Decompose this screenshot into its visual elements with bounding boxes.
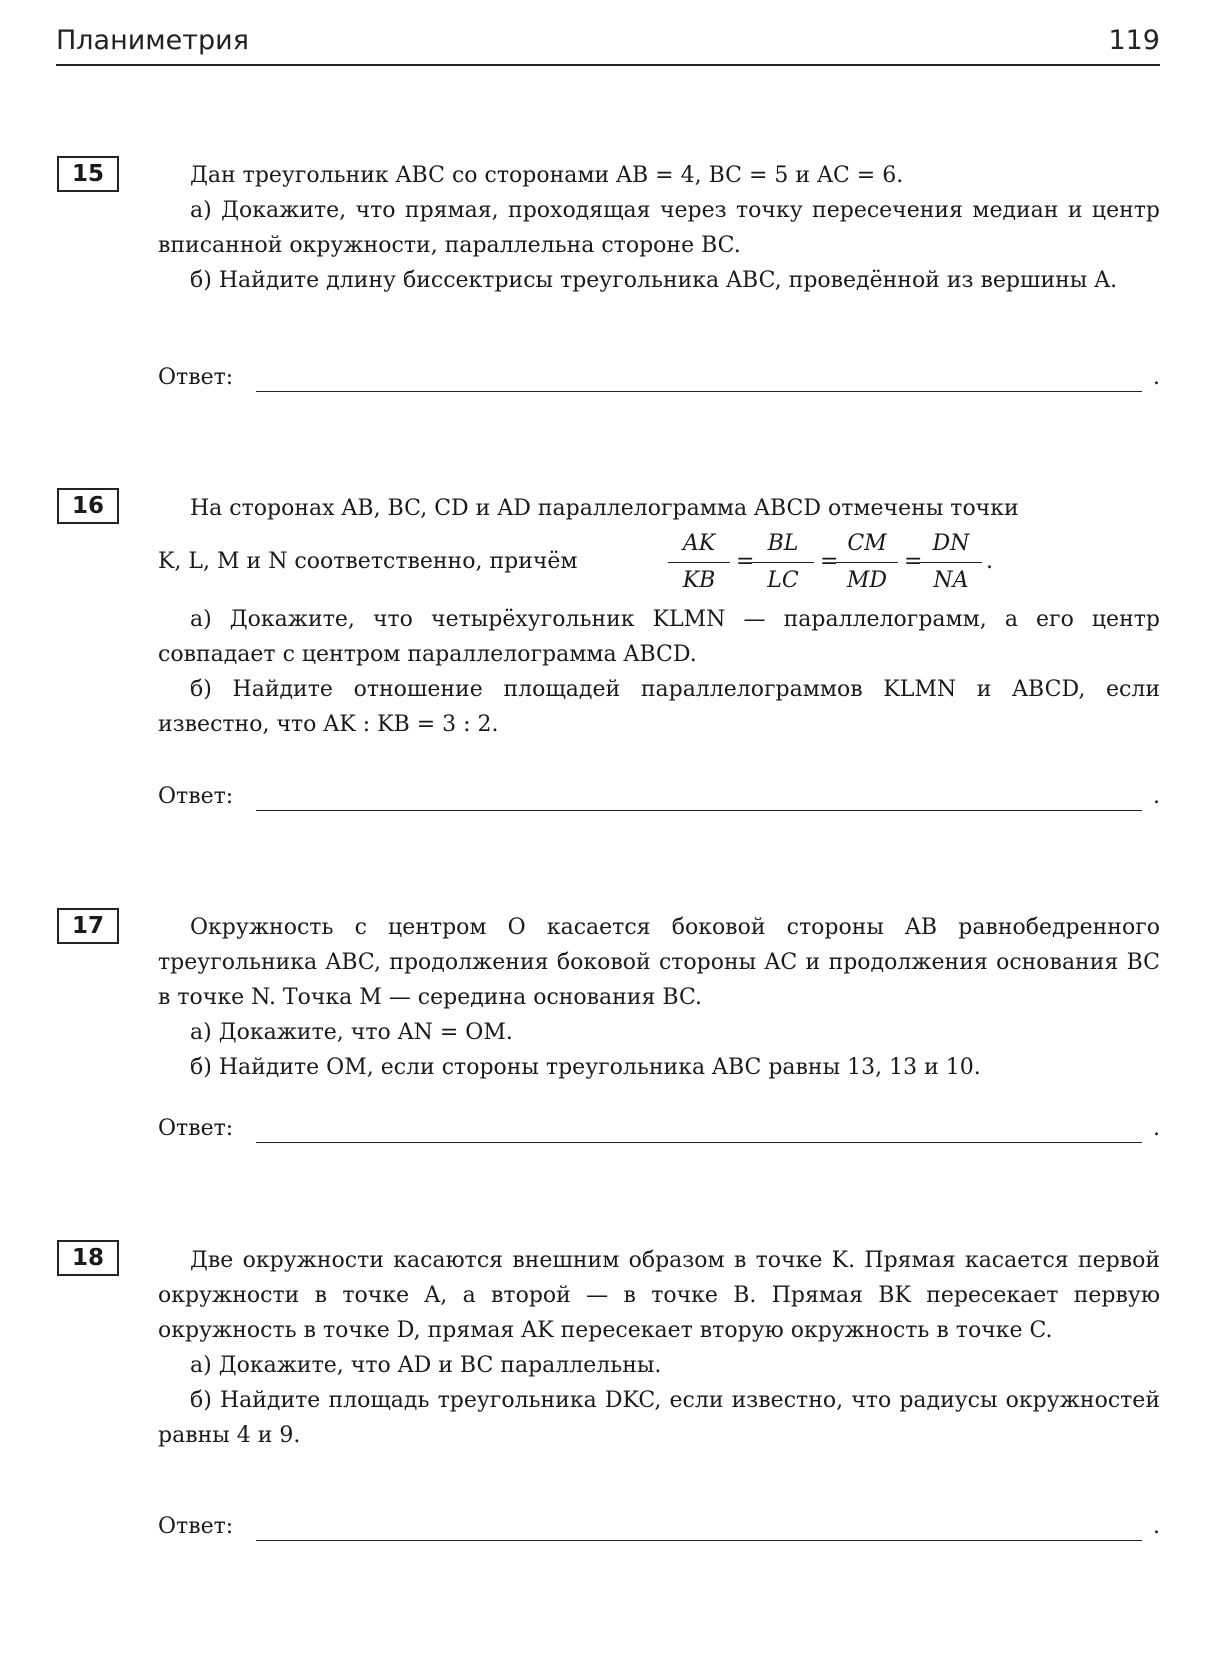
task-part-a: а) Докажите, что прямая, проходящая через точку пересечения медиан и центр вписанной окружности, параллельна стороне BC. [158,198,1160,258]
answer-field-16[interactable]: Ответ: . [158,780,1160,814]
ratio-lead: K, L, M и N соответственно, причём [158,549,578,574]
task-part-b: б) Найдите отношение площадей параллелограммов KLMN и ABCD, если известно, что AK : KB = 3 : 2. [158,677,1160,737]
page-number: 119 [1108,25,1160,56]
answer-line[interactable] [256,1540,1142,1541]
page-header [56,18,1160,66]
fraction-cm-md: CM MD [832,526,902,598]
section-title: Планиметрия [56,25,249,56]
task-text [158,158,1160,298]
answer-label: Ответ: [158,784,234,809]
task-part-a: а) Докажите, что AD и BC параллельны. [190,1353,662,1378]
task-condition: Две окружности касаются внешним образом в точке K. Прямая касается первой окружности в точке A, а второй — в точке B. Прямая BK пересекает первую окружность в точке D, прямая AK пересекает вторую окружность в точке C. [158,1248,1160,1343]
task-text [158,1243,1160,1453]
task-text [158,491,1160,742]
task-number: 16 [57,488,119,524]
answer-field-15[interactable]: Ответ: . [158,361,1160,395]
answer-label: Ответ: [158,365,234,390]
task-condition: На сторонах AB, BC, CD и AD параллелограмма ABCD отмечены точки [190,496,1019,521]
ratio-line: K, L, M и N соответственно, причём AK KB = BL LC = CM MD = DN NA . [158,526,1160,598]
answer-field-18[interactable]: Ответ: . [158,1510,1160,1544]
task-part-b: б) Найдите длину биссектрисы треугольника ABC, проведённой из вершины A. [190,268,1118,293]
answer-field-17[interactable]: Ответ: . [158,1112,1160,1146]
task-part-a: а) Докажите, что четырёхугольник KLMN — параллелограмм, а его центр совпадает с центром параллелограмма ABCD. [158,607,1160,667]
answer-label: Ответ: [158,1116,234,1141]
answer-line[interactable] [256,1142,1142,1143]
answer-line[interactable] [256,391,1142,392]
fraction-dn-na: DN NA [916,526,986,598]
fraction-bl-lc: BL LC [748,526,818,598]
task-condition: Окружность с центром O касается боковой стороны AB равнобедренного треугольника ABC, продолжения боковой стороны AC и продолжения основания BC в точке N. Точка M — середина основания BC. [158,915,1160,1010]
task-number: 18 [57,1240,119,1276]
task-part-b: б) Найдите OM, если стороны треугольника ABC равны 13, 13 и 10. [190,1055,981,1080]
task-part-a: а) Докажите, что AN = OM. [190,1020,513,1045]
task-number: 15 [57,156,119,192]
task-number: 17 [57,908,119,944]
answer-line[interactable] [256,810,1142,811]
task-text [158,910,1160,1085]
task-part-b: б) Найдите площадь треугольника DKC, если известно, что радиусы окружностей равны 4 и 9. [158,1388,1160,1448]
answer-label: Ответ: [158,1514,234,1539]
task-condition: Дан треугольник ABC со сторонами AB = 4, BC = 5 и AC = 6. [190,163,904,188]
fraction-ak-kb: AK KB [664,526,734,598]
